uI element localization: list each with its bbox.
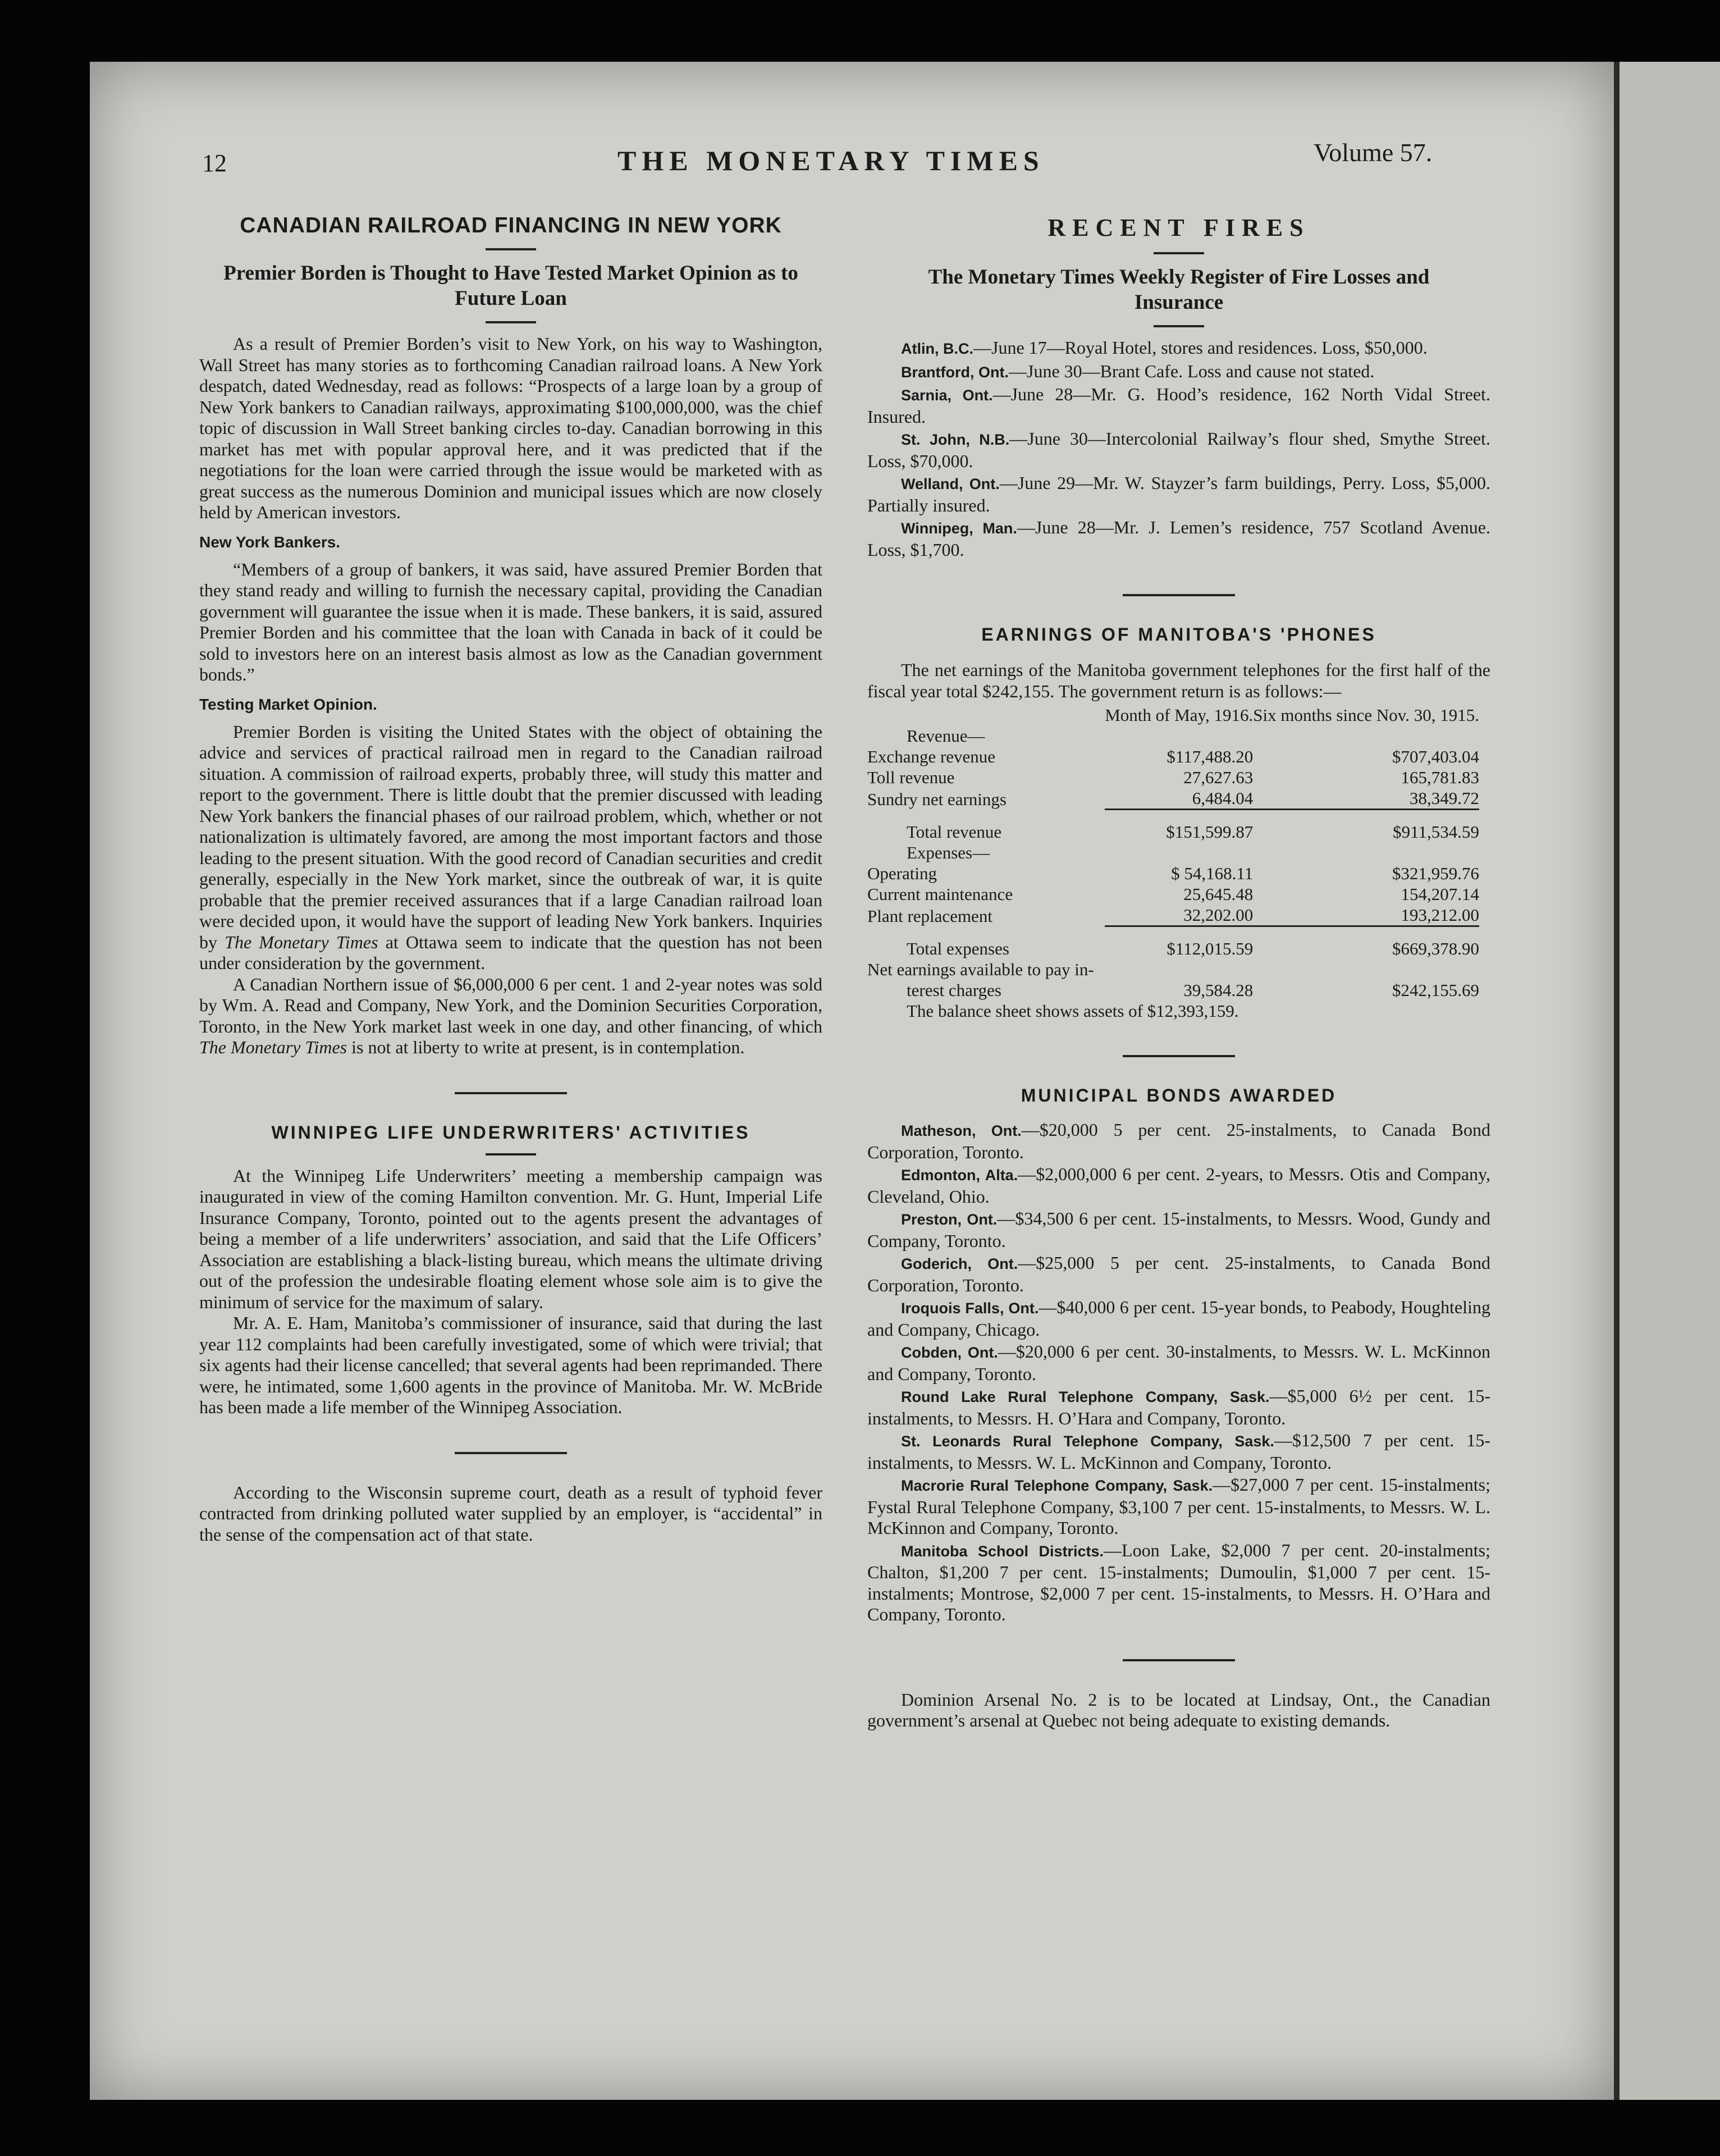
divider (486, 1153, 536, 1155)
cell-month: 25,645.48 (1183, 884, 1254, 904)
bond-entry (867, 1474, 1490, 1539)
bond-entry (867, 1208, 1490, 1251)
bond-entry (867, 1430, 1490, 1473)
row-label: Net earnings available to pay in- (867, 960, 1094, 979)
row-label: Current maintenance (867, 884, 1013, 904)
place-name: Welland, Ont. (901, 476, 1000, 492)
table-row (867, 905, 1479, 926)
place-name: Iroquois Falls, Ont. (901, 1300, 1039, 1317)
divider (455, 1452, 567, 1454)
earnings-table (867, 705, 1479, 1021)
divider (1154, 325, 1204, 327)
cell-six-months: 193,212.00 (1401, 905, 1479, 925)
cell-month: 27,627.63 (1183, 768, 1254, 787)
article-subtitle: The Monetary Times Weekly Register of Fire Losses and Insurance (928, 266, 1430, 314)
entry-text: —$20,000 5 per cent. 25-instalments, to Canada Bond Corporation, Toronto. (867, 1120, 1491, 1162)
article-dominion-arsenal (867, 1689, 1490, 1732)
article-title: WINNIPEG LIFE UNDERWRITERS' ACTIVITIES (271, 1122, 751, 1143)
paragraph (199, 721, 822, 974)
entry-text: —$34,500 6 per cent. 15-instalments, to Messrs. Wood, Gundy and Company, Toronto. (867, 1208, 1490, 1251)
row-label: Plant replacement (867, 906, 992, 926)
divider (455, 1092, 567, 1094)
divider (486, 248, 536, 250)
cell-month: $151,599.87 (1105, 810, 1253, 843)
place-name: Macrorie Rural Telephone Company, Sask. (901, 1477, 1213, 1494)
cell-month: $112,015.59 (1105, 926, 1253, 960)
table-row (867, 863, 1479, 884)
place-name: Matheson, Ont. (901, 1122, 1022, 1139)
cell-six-months: 38,349.72 (1410, 788, 1479, 808)
divider (486, 321, 536, 323)
entry-text: —$27,000 7 per cent. 15-instalments; Fystal Rural Telephone Company, $3,100 7 per cent. 15-instalments, to Messrs. W. L. McKinnon and Company, Toronto. (867, 1474, 1490, 1538)
paragraph (199, 974, 822, 1058)
article-railroad-financing (199, 213, 822, 1058)
cell-six-months: $911,534.59 (1253, 810, 1479, 843)
entry-text: —$5,000 6½ per cent. 15-instalments, to Messrs. H. O’Hara and Company, Toronto. (867, 1386, 1490, 1428)
fire-entry (867, 473, 1490, 516)
place-name: Edmonton, Alta. (901, 1167, 1018, 1184)
place-name: Brantford, Ont. (901, 363, 1009, 381)
article-winnipeg-underwriters (199, 1122, 822, 1418)
table-row (867, 884, 1479, 905)
cell-month: 39,584.28 (1183, 980, 1254, 1000)
fire-entry (867, 428, 1490, 472)
article-title: MUNICIPAL BONDS AWARDED (1021, 1085, 1337, 1106)
table-row-total (867, 926, 1479, 960)
cell-six-months: $707,403.04 (1392, 747, 1479, 766)
row-group-label: Revenue— (907, 726, 985, 746)
article-title: EARNINGS OF MANITOBA'S 'PHONES (981, 624, 1376, 645)
article-subtitle: Premier Borden is Thought to Have Tested Market Opinion as to Future Loan (223, 262, 798, 310)
publication-name: The Monetary Times (199, 1037, 347, 1057)
section-heading: Testing Market Opinion. (199, 695, 377, 713)
bond-entry (867, 1164, 1490, 1207)
article-title: CANADIAN RAILROAD FINANCING IN NEW YORK (240, 213, 782, 237)
publication-name: The Monetary Times (225, 931, 378, 952)
article-wisconsin-court (199, 1482, 822, 1546)
left-column (199, 213, 822, 1545)
entry-text: —June 29—Mr. W. Stayzer’s farm buildings, Perry. Loss, $5,000. Partially insured. (867, 473, 1491, 515)
cell-six-months: $669,378.90 (1253, 926, 1479, 960)
article-title: RECENT FIRES (1047, 214, 1310, 241)
article-manitoba-phones (867, 624, 1490, 1021)
place-name: Goderich, Ont. (901, 1255, 1018, 1272)
bond-entry (867, 1120, 1490, 1163)
row-group-label: Expenses— (907, 843, 990, 862)
entry-text: —Loon Lake, $2,000 7 per cent. 20-instalments; Chalton, $1,200 7 per cent. 15-instalments; Dumoulin, $1,000 7 per cent. 15-instalments; Montrose, $2,000 7 per cent. 15-instalments, to Messrs. H. O’Hara and Company, Toronto. (867, 1540, 1491, 1624)
place-name: Round Lake Rural Telephone Company, Sask. (901, 1388, 1270, 1405)
masthead: THE MONETARY TIMES (617, 145, 1045, 176)
table-row (867, 767, 1479, 788)
article-municipal-bonds (867, 1085, 1490, 1625)
divider (1154, 252, 1204, 254)
entry-text: —June 30—Intercolonial Railway’s flour shed, Smythe Street. Loss, $70,000. (867, 428, 1491, 471)
row-label: Total expenses (907, 939, 1009, 958)
paragraph: Dominion Arsenal No. 2 is to be located at Lindsay, Ont., the Canadian government’s arsenal at Quebec not being adequate to existing demands. (867, 1689, 1490, 1730)
row-label: Operating (867, 864, 937, 883)
row-label: Toll revenue (867, 768, 955, 787)
paragraph-text: A Canadian Northern issue of $6,000,000 6 per cent. 1 and 2-year notes was sold by Wm. A. Read and Company, New York, and the Dominion Securities Corporation, Toronto, in the New York market last week in one day, and other financing, of which (199, 974, 822, 1036)
facing-page-edge (1614, 62, 1720, 2100)
place-name: Sarnia, Ont. (901, 387, 993, 404)
divider (1123, 594, 1235, 596)
entry-text: —$12,500 7 per cent. 15-instalments, to Messrs. W. L. McKinnon and Company, Toronto. (867, 1430, 1490, 1473)
place-name: St. John, N.B. (901, 431, 1010, 448)
bond-entry (867, 1297, 1490, 1340)
bond-entry (867, 1341, 1490, 1385)
row-label: Exchange revenue (867, 747, 996, 766)
entry-text: —$2,000,000 6 per cent. 2-years, to Messrs. Otis and Company, Cleveland, Ohio. (867, 1164, 1490, 1207)
paragraph: “Members of a group of bankers, it was said, have assured Premier Borden that they stand ready and willing to furnish the necessary capital, providing the Canadian government will guarantee the issue when it is made. These bankers, it is said, assured Premier Borden and his committee that the loan with Canada in back of it could be sold to investors here on an interest basis almost as low as the Canadian government bonds.” (199, 559, 822, 684)
paragraph: The net earnings of the Manitoba government telephones for the first half of the fiscal year total $242,155. The government return is as follows:— (867, 660, 1490, 701)
table-row (867, 788, 1479, 810)
entry-text: —$20,000 6 per cent. 30-instalments, to Messrs. W. L. McKinnon and Company, Toronto. (867, 1341, 1490, 1384)
entry-text: —June 30—Brant Cafe. Loss and cause not stated. (1008, 360, 1375, 381)
entry-text: —June 28—Mr. J. Lemen’s residence, 757 Scotland Avenue. Loss, $1,700. (867, 517, 1490, 560)
paragraph: As a result of Premier Borden’s visit to New York, on his way to Washington, Wall Street has many stories as to forthcoming Canadian railroad loans. A New York despatch, dated Wednesday, read as follows: “Prospects of a large loan by a group of New York bankers to Canadian railways, approximating $100,000,000, was the chief topic of discussion in Wall Street banking circles to-day. Canadian borrowing in this market has met with popular approval here, and it was predicted that if the negotiations for the loan were carried through the issue would be marketed with as great success as the numerous Dominion and municipal issues which are now closely held by American investors. (199, 334, 822, 522)
cell-month: $ 54,168.11 (1171, 864, 1254, 883)
place-name: Atlin, B.C. (901, 340, 973, 357)
cell-six-months: 154,207.14 (1401, 884, 1479, 904)
place-name: Manitoba School Districts. (901, 1542, 1104, 1560)
table-row (867, 980, 1479, 1001)
entry-text: —$40,000 6 per cent. 15-year bonds, to Peabody, Houghteling and Company, Chicago. (867, 1297, 1490, 1340)
balance-note: The balance sheet shows assets of $12,393,159. (907, 1001, 1239, 1021)
volume-label: Volume 57. (1314, 138, 1433, 167)
bond-entry (867, 1540, 1490, 1625)
bond-entry (867, 1386, 1490, 1429)
row-label: Sundry net earnings (867, 789, 1007, 809)
paragraph: Mr. A. E. Ham, Manitoba’s commissioner of insurance, said that during the last year 112 complaints had been carefully investigated, some of which were trivial; that six agents had their license cancelled; that several agents had been reprimanded. There were, he intimated, some 1,600 agents in the province of Manitoba. Mr. W. McBride has been made a life member of the Winnipeg Association. (199, 1313, 822, 1417)
fire-entry (867, 384, 1490, 427)
cell-month: 6,484.04 (1192, 788, 1254, 808)
column-header: Month of May, 1916. (1105, 705, 1254, 725)
table-cell (867, 705, 1105, 725)
page-header (202, 138, 1504, 182)
paragraph-text: is not at liberty to write at present, is in contemplation. (347, 1037, 745, 1057)
article-recent-fires (867, 213, 1490, 560)
place-name: Cobden, Ont. (901, 1344, 998, 1361)
cell-month: 32,202.00 (1183, 905, 1254, 925)
bond-entry (867, 1253, 1490, 1296)
row-label: terest charges (907, 980, 1001, 1000)
entry-text: —$25,000 5 per cent. 25-instalments, to Canada Bond Corporation, Toronto. (867, 1253, 1491, 1295)
table-row (867, 746, 1479, 767)
entry-text: —June 28—Mr. G. Hood’s residence, 162 North Vidal Street. Insured. (867, 384, 1490, 427)
entry-text: —June 17—Royal Hotel, stores and residences. Loss, $50,000. (973, 337, 1428, 358)
table-row-total (867, 810, 1479, 843)
place-name: Preston, Ont. (901, 1211, 998, 1228)
section-heading: New York Bankers. (199, 533, 341, 551)
paragraph: According to the Wisconsin supreme court, death as a result of typhoid fever contracted from drinking polluted water supplied by an employer, is “accidental” in the sense of the compensation act of that state. (199, 1482, 822, 1545)
fire-entry (867, 337, 1490, 360)
fire-entry (867, 361, 1490, 383)
paragraph: At the Winnipeg Life Underwriters’ meeting a membership campaign was inaugurated in view of the coming Hamilton convention. Mr. G. Hunt, Imperial Life Insurance Company, Toronto, pointed out to the agents present the advantages of being a member of a life underwriters’ association, and said that the Life Officers’ Association are establishing a black-listing bureau, which means the ultimate driving out of the profession the undesirable floating element whose sole aim is to give the minimum of service for the maximum of salary. (199, 1165, 822, 1312)
place-name: St. Leonards Rural Telephone Company, Sask. (901, 1433, 1274, 1450)
cell-month: $117,488.20 (1167, 747, 1254, 766)
row-label: Total revenue (907, 822, 1002, 842)
cell-six-months: 165,781.83 (1401, 768, 1479, 787)
paragraph-text: Premier Borden is visiting the United States with the object of obtaining the advice and services of practical railroad men in regard to the Canadian railroad situation. A commission of railroad experts, probably three, will study this matter and report to the government. There is little doubt that the premier discussed with leading New York bankers the financial phases of our railroad problem, which, whether or not nationalization is ultimately favored, are among the most important factors and those leading to the present situation. With the good record of Canadian securities and credit generally, especially in the New York market, since the outbreak of war, it is quite probable that the premier received assurances that if a large Canadian railroad loan were decided upon, it would have the support of leading New York bankers. Inquiries by (199, 721, 822, 952)
place-name: Winnipeg, Man. (901, 520, 1017, 537)
divider (1123, 1659, 1235, 1661)
cell-six-months: $321,959.76 (1392, 864, 1479, 883)
cell-six-months: $242,155.69 (1392, 980, 1479, 1000)
column-header: Six months since Nov. 30, 1915. (1253, 705, 1479, 725)
fire-entry (867, 517, 1490, 560)
divider (1123, 1055, 1235, 1057)
right-column (867, 213, 1490, 1732)
paragraph-text: at Ottawa seem to indicate that the question has not been under consideration by the government. (199, 931, 823, 973)
page-number: 12 (202, 149, 227, 177)
